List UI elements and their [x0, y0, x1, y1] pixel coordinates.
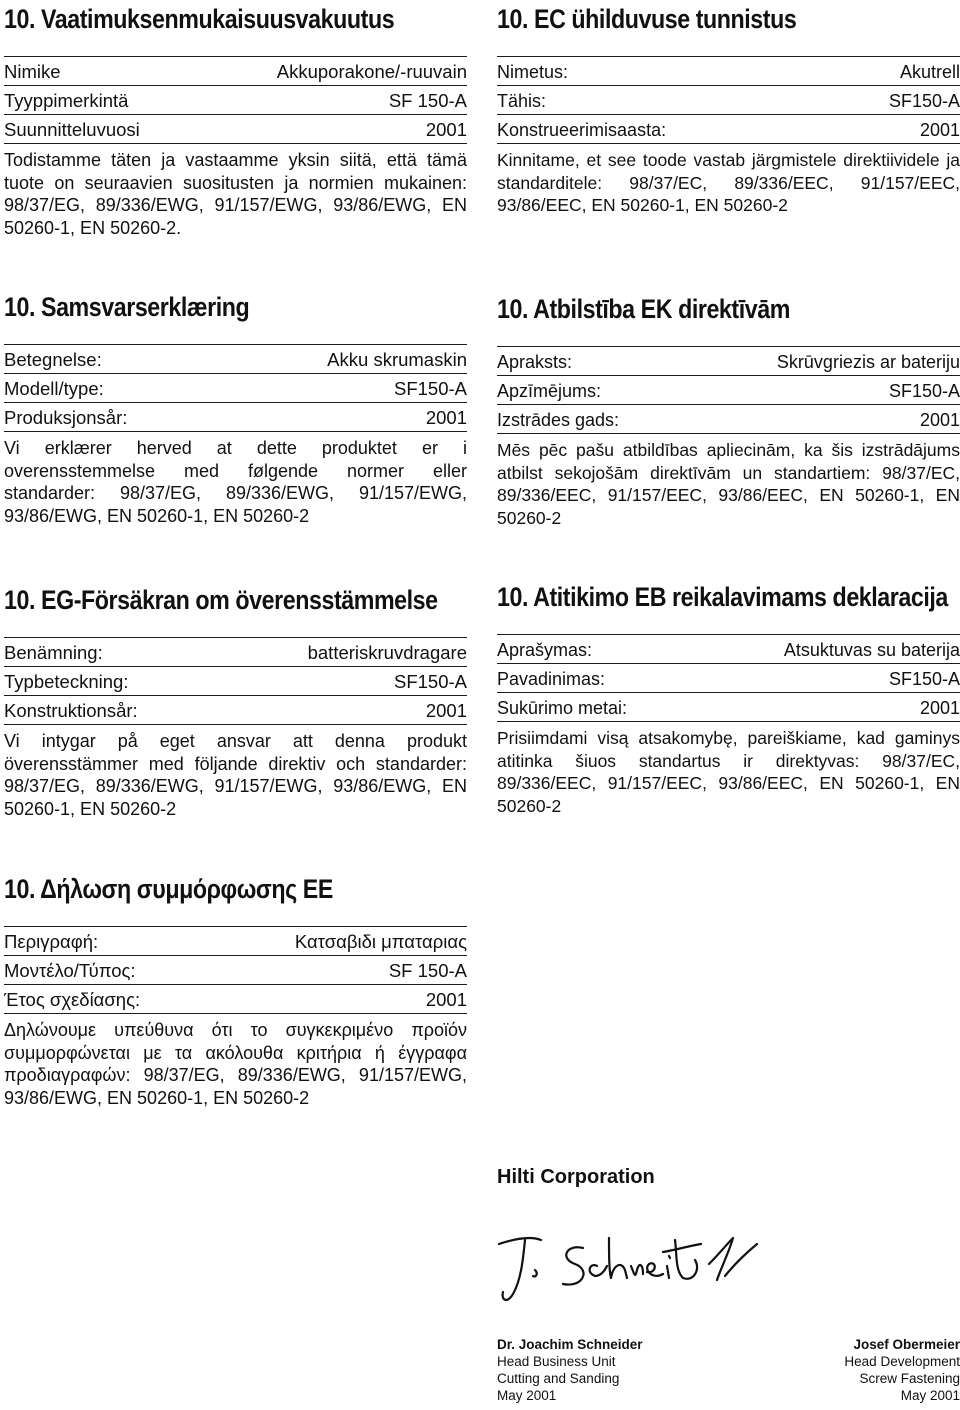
row-year: [4, 402, 467, 432]
declaration-text: Δηλώνουμε υπεύθυνα ότι το συγκεκριμένο προϊόν συμμορφώνεται με τα ακόλουθα κριτήρια ή έγγραφα προδιαγραφών: 98/37/EG, 89/336/EWG, 91/157/EWG, 93/86/EWG, EN 50260-1, EN 50260-2: [4, 1020, 467, 1108]
signer-unit: Cutting and Sanding: [497, 1371, 620, 1386]
row-name: [4, 56, 467, 85]
row-type: [4, 85, 467, 114]
row-year: [497, 404, 960, 434]
section-title: 10. Atbilstība EK direktīvām: [497, 294, 790, 324]
row-label: Nimike: [4, 61, 61, 82]
row-value: 2001: [425, 989, 467, 1010]
row-label: Μοντέλο/Τύπος:: [4, 960, 136, 981]
row-label: Aprašymas:: [497, 640, 593, 660]
signer-unit: Screw Fastening: [859, 1371, 960, 1386]
signers: [497, 1336, 960, 1404]
section-title: 10. Samsvarserklæring: [4, 292, 250, 322]
declaration-text: Todistamme täten ja vastaamme yksin siitä, että tämä tuote on seuraavien suositusten ja normien mukainen: 98/37/EG, 89/336/EWG, 91/157/EWG, 93/86/EWG, EN 50260-1, EN 50260-2.: [4, 150, 467, 238]
signature-block: [497, 1160, 960, 1403]
row-year: [497, 692, 960, 722]
row-value: 2001: [919, 410, 960, 430]
section-el: [4, 870, 467, 1109]
signer-name: Dr. Joachim Schneider: [497, 1337, 643, 1352]
declaration-text: Kinnitame, et see toode vastab järgmistele direktiividele ja standarditele: 98/37/EC, 89/336/EEC, 91/157/EEC, 93/86/EEC, EN 50260-1, EN 50260-2: [497, 150, 960, 215]
row-type: [497, 663, 960, 692]
signer-date: May 2001: [497, 1388, 557, 1403]
row-label: Modell/type:: [4, 378, 104, 399]
signer-role: Head Business Unit: [497, 1354, 616, 1369]
signer-right: [844, 1336, 960, 1404]
section-et: [497, 0, 960, 217]
row-value: Κατσαβιδι μπαταριας: [294, 931, 467, 952]
declaration-text: Vi erklærer herved at dette produktet er i overensstemmelse med følgende normer eller standarder: 98/37/EG, 89/336/EWG, 91/157/EWG, 93/86/EWG, EN 50260-1, EN 50260-2: [4, 438, 467, 526]
section-title: 10. Atitikimo EB reikalavimams deklaracija: [497, 582, 948, 612]
row-value: batteriskruvdragare: [307, 642, 467, 663]
row-label: Konstrueerimisaasta:: [497, 120, 667, 140]
row-value: 2001: [919, 698, 960, 718]
company-name: Hilti Corporation: [497, 1166, 655, 1188]
section-title: 10. Vaatimuksenmukaisuusvakuutus: [4, 4, 395, 34]
section-sv: [4, 581, 467, 820]
row-value: Akutrell: [899, 62, 960, 82]
row-label: Apraksts:: [497, 352, 573, 372]
row-name: [4, 637, 467, 666]
row-label: Έτος σχεδίασης:: [4, 989, 141, 1010]
row-label: Tyyppimerkintä: [4, 90, 129, 111]
row-label: Typbeteckning:: [4, 671, 129, 692]
row-value: SF150-A: [888, 91, 960, 111]
row-value: 2001: [425, 700, 467, 721]
row-label: Konstruktionsår:: [4, 700, 138, 721]
row-value: Akku skrumaskin: [327, 349, 467, 370]
row-value: Akkuporakone/-ruuvain: [276, 61, 467, 82]
row-year: [4, 114, 467, 144]
row-label: Περιγραφή:: [4, 931, 99, 952]
section-title: 10. EG-Försäkran om överensstämmelse: [4, 585, 438, 615]
section-lt: [497, 578, 960, 817]
declaration-text: Mēs pēc pašu atbildības apliecinām, ka šis izstrādājums atbilst sekojošām direktīvām un standartiem: 98/37/EC, 89/336/EEC, 91/157/EEC, 93/86/EEC, EN 50260-1, EN 50260-2: [497, 440, 960, 528]
row-value: 2001: [919, 120, 960, 140]
row-label: Sukūrimo metai:: [497, 698, 628, 718]
row-year: [4, 695, 467, 725]
row-year: [497, 114, 960, 144]
signer-role: Head Development: [844, 1354, 960, 1369]
row-name: [4, 344, 467, 373]
row-type: [497, 85, 960, 114]
row-name: [497, 634, 960, 663]
row-value: SF150-A: [393, 671, 467, 692]
row-label: Nimetus:: [497, 62, 569, 82]
row-type: [4, 955, 467, 984]
row-value: SF 150-A: [388, 960, 467, 981]
row-value: SF150-A: [888, 669, 960, 689]
section-fi: [4, 0, 467, 239]
row-value: Atsuktuvas su baterija: [783, 640, 960, 660]
row-label: Izstrādes gads:: [497, 410, 620, 430]
row-name: [4, 926, 467, 955]
section-no: [4, 288, 467, 527]
row-value: SF 150-A: [388, 90, 467, 111]
row-type: [497, 375, 960, 404]
row-year: [4, 984, 467, 1014]
section-title: 10. EC ühilduvuse tunnistus: [497, 4, 797, 34]
declaration-text: Vi intygar på eget ansvar att denna produkt överensstämmer med följande direktiv och standarder: 98/37/EG, 89/336/EWG, 91/157/EWG, 93/86/EWG, EN 50260-1, EN 50260-2: [4, 731, 467, 819]
row-label: Suunnitteluvuosi: [4, 119, 140, 140]
row-label: Pavadinimas:: [497, 669, 606, 689]
signer-name: Josef Obermeier: [853, 1337, 960, 1352]
row-label: Apzīmējums:: [497, 381, 602, 401]
section-lv: [497, 290, 960, 529]
row-value: SF150-A: [393, 378, 467, 399]
row-name: [497, 56, 960, 85]
row-label: Betegnelse:: [4, 349, 102, 370]
row-value: 2001: [425, 119, 467, 140]
declaration-text: Prisiimdami visą atsakomybę, pareiškiame, kad gaminys atitinka šiuos standartus ir direktyvas: 98/37/EC, 89/336/EEC, 91/157/EEC, 93/86/EEC, EN 50260-1, EN 50260-2: [497, 728, 960, 816]
row-label: Benämning:: [4, 642, 103, 663]
section-title: 10. Δήλωση συμμόρφωσης ΕΕ: [4, 874, 333, 904]
row-label: Tähis:: [497, 91, 547, 111]
row-type: [4, 373, 467, 402]
handwritten-signature: [497, 1230, 960, 1320]
row-label: Produksjonsår:: [4, 407, 128, 428]
signer-left: [497, 1336, 643, 1404]
row-name: [497, 346, 960, 375]
row-value: SF150-A: [888, 381, 960, 401]
row-value: Skrūvgriezis ar bateriju: [776, 352, 960, 372]
signer-date: May 2001: [900, 1388, 960, 1403]
row-value: 2001: [425, 407, 467, 428]
row-type: [4, 666, 467, 695]
